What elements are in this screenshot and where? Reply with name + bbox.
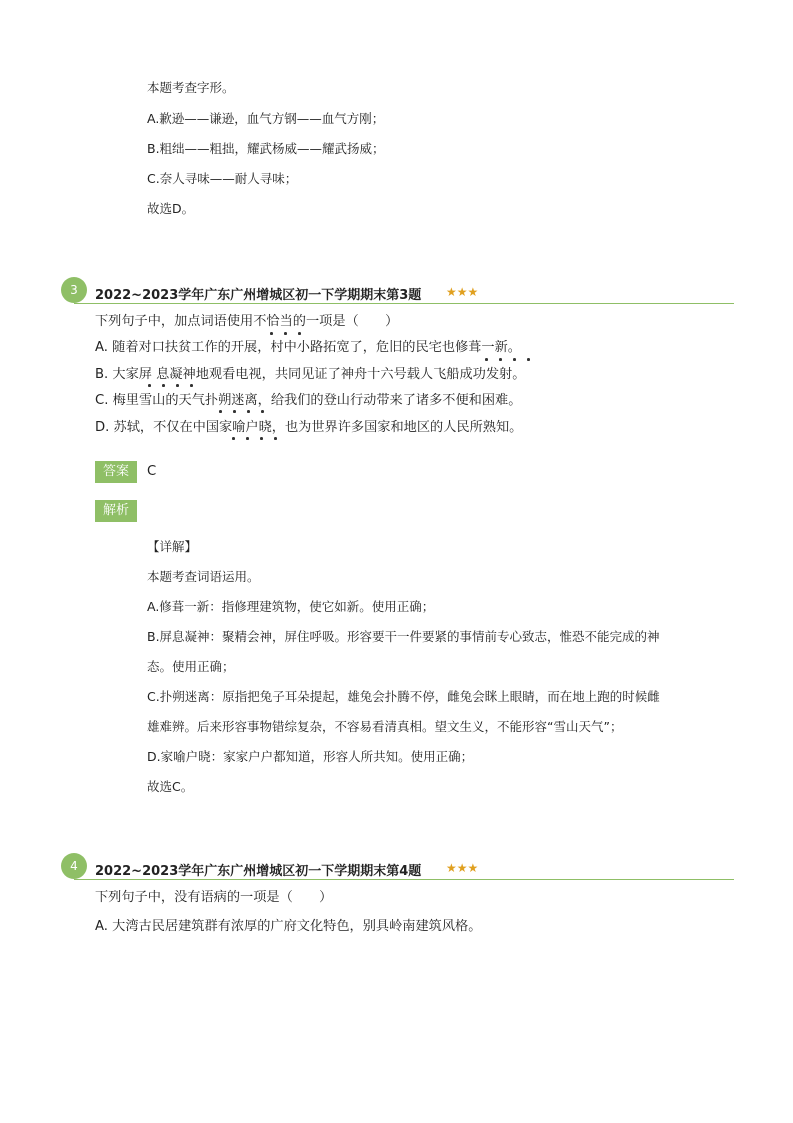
detail-line-5: C.扑朔迷离：原指把兔子耳朵提起，雄兔会扑腾不停，雌兔会眯上眼睛，而在地上跑的时候雌 [147,689,660,704]
answer-value: C [147,464,157,479]
detail-line-7: D.家喻户晓：家家户户都知道，形容人所共知。使用正确； [147,749,474,764]
prev-line-3: B.粗绌——粗拙，耀武杨威——耀武扬威； [147,141,385,156]
detail-line-1: 本题考查词语运用。 [147,569,260,584]
option-d: D. 苏轼，不仅在中国家喻户晓，也为世界许多国家和地区的人民所熟知。 [95,420,523,435]
question-number-badge: 3 [61,277,87,303]
detail-line-3: B.屏息凝神：聚精会神，屏住呼吸。形容要干一件要紧的事情前专心致志，惟恐不能完成的神 [147,629,660,644]
analysis-label: 解析 [95,500,137,522]
question-title: 2022~2023学年广东广州增城区初一下学期期末第4题 [95,864,422,879]
difficulty-stars: ★★★ [446,285,479,299]
question-stem: 下列句子中，加点词语使用不恰当的一项是（ ） [95,314,399,329]
option-a: A. 随着对口扶贫工作的开展，村中小路拓宽了，危旧的民宅也修葺一新。 [95,340,521,355]
detail-line-4: 态。使用正确； [147,659,235,674]
detail-heading: 【详解】 [147,539,198,554]
answer-label: 答案 [95,461,137,483]
question-stem: 下列句子中，没有语病的一项是（ ） [95,890,333,905]
detail-line-8: 故选C。 [147,779,194,794]
detail-line-2: A.修葺一新：指修理建筑物，使它如新。使用正确； [147,599,435,614]
prev-line-2: A.歉逊——谦逊，血气方钢——血气方刚； [147,111,385,126]
prev-line-1: 本题考查字形。 [147,80,235,95]
option-c: C. 梅里雪山的天气扑朔迷离，给我们的登山行动带来了诸多不便和困难。 [95,393,522,408]
option-b: B. 大家屏 息凝神地观看电视，共同见证了神舟十六号载人飞船成功发射。 [95,367,526,382]
question-divider [74,303,734,304]
difficulty-stars: ★★★ [446,861,479,875]
detail-line-6: 雄难辨。后来形容事物错综复杂，不容易看清真相。望文生义，不能形容“雪山天气”； [147,719,623,734]
prev-line-5: 故选D。 [147,201,195,216]
question-title: 2022~2023学年广东广州增城区初一下学期期末第3题 [95,288,422,303]
option-a: A. 大湾古民居建筑群有浓厚的广府文化特色，别具岭南建筑风格。 [95,919,482,934]
question-number-badge: 4 [61,853,87,879]
prev-line-4: C.奈人寻味——耐人寻味； [147,171,298,186]
question-divider [74,879,734,880]
